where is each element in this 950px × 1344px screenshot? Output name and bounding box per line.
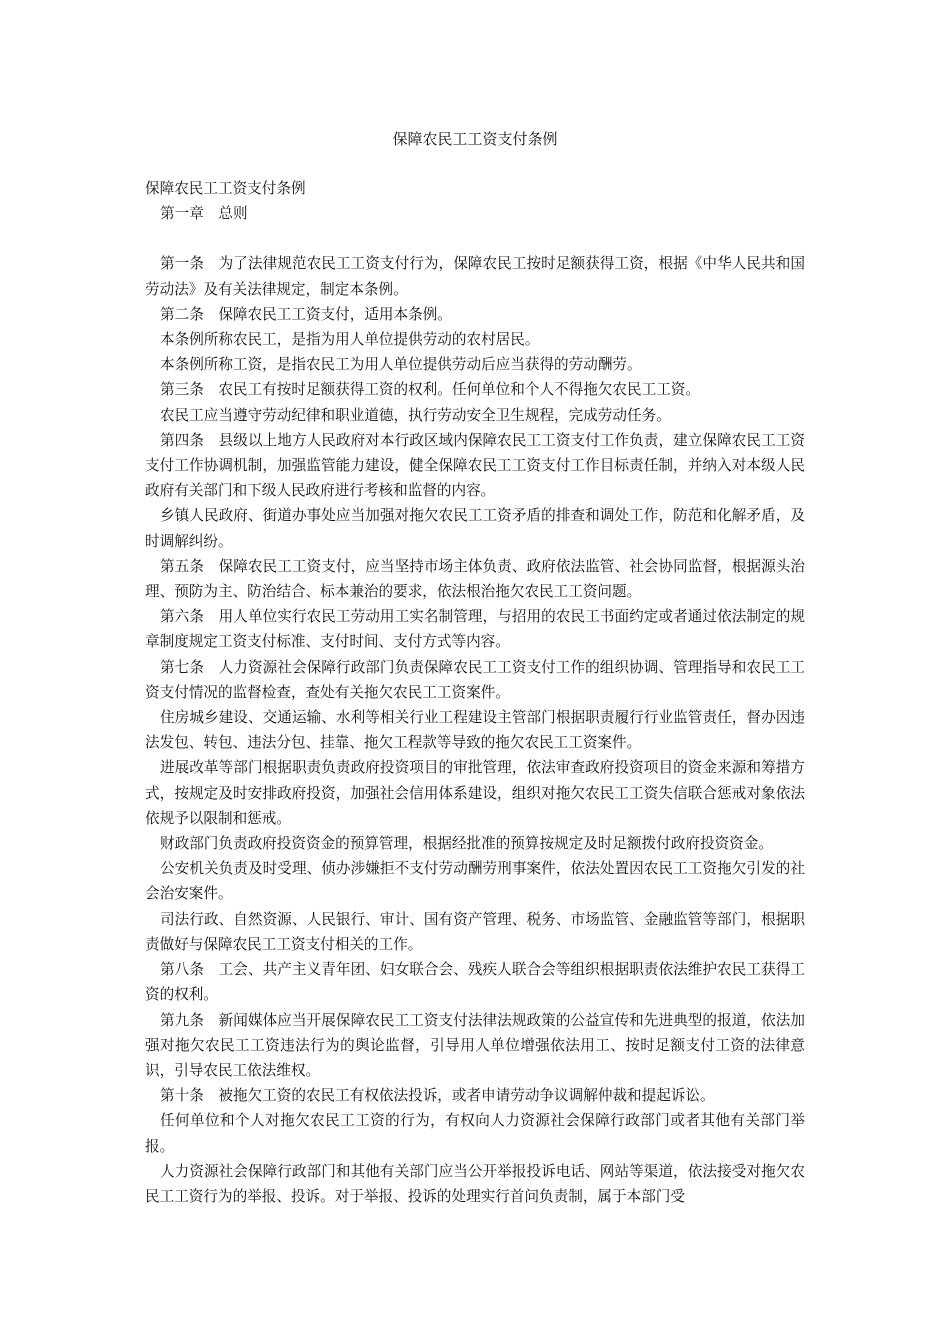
article-7-clause-construction: 住房城乡建设、交通运输、水利等相关行业工程建设主管部门根据职责履行行业监管责任，督办因违法发包、转包、违法分包、挂靠、拖欠工程款等导致的拖欠农民工工资案件。 — [145, 709, 805, 752]
article-3: 第三条 农民工有按时足额获得工资的权利。任何单位和个人不得拖欠农民工工资。 — [160, 381, 700, 399]
article-10-clause-report: 任何单位和个人对拖欠农民工工资的行为，有权向人力资源社会保障行政部门或者其他有关部门举报。 — [145, 1112, 805, 1155]
article-7-clause-other-departments: 司法行政、自然资源、人民银行、审计、国有资产管理、税务、市场监管、金融监管等部门，根据职责做好与保障农民工工资支付相关的工作。 — [145, 910, 805, 953]
article-8: 第八条 工会、共产主义青年团、妇女联合会、残疾人联合会等组织根据职责依法维护农民工获得工资的权利。 — [145, 961, 805, 1004]
article-7-clause-finance: 财政部门负责政府投资资金的预算管理，根据经批准的预算按规定及时足额拨付政府投资资金。 — [160, 835, 773, 853]
article-1: 第一条 为了法律规范农民工工资支付行为，保障农民工按时足额获得工资，根据《中华人民共和国劳动法》及有关法律规定，制定本条例。 — [145, 255, 805, 298]
article-5: 第五条 保障农民工工资支付，应当坚持市场主体负责、政府依法监管、社会协同监督，根据源头治理、预防为主、防治结合、标本兼治的要求，依法根治拖欠农民工工资问题。 — [145, 557, 805, 601]
blank-line — [145, 226, 805, 251]
chapter-heading: 第一章 总则 — [160, 205, 248, 223]
article-6: 第六条 用人单位实行农民工劳动用工实名制管理，与招用的农民工书面约定或者通过依法制定的规章制度规定工资支付标准、支付时间、支付方式等内容。 — [145, 608, 805, 651]
article-3-clause-duties: 农民工应当遵守劳动纪律和职业道德，执行劳动安全卫生规程，完成劳动任务。 — [160, 406, 671, 424]
article-10: 第十条 被拖欠工资的农民工有权依法投诉，或者申请劳动争议调解仲裁和提起诉讼。 — [160, 1087, 715, 1105]
article-10-clause-channels: 人力资源社会保障行政部门和其他有关部门应当公开举报投诉电话、网站等渠道，依法接受对拖欠农民工工资行为的举报、投诉。对于举报、投诉的处理实行首问负责制，属于本部门受 — [145, 1162, 805, 1205]
article-9: 第九条 新闻媒体应当开展保障农民工工资支付法律法规政策的公益宣传和先进典型的报道，依法加强对拖欠农民工工资违法行为的舆论监督，引导用人单位增强依法用工、按时足额支付工资的法律意识，引导农民工依法维权。 — [145, 1011, 805, 1079]
article-4: 第四条 县级以上地方人民政府对本行政区域内保障农民工工资支付工作负责，建立保障农民工工资支付工作协调机制，加强监管能力建设，健全保障农民工工资支付工作目标责任制，并纳入对本级人民政府有关部门和下级人民政府进行考核和监督的内容。 — [145, 431, 805, 500]
article-7-clause-development: 进展改革等部门根据职责负责政府投资项目的审批管理，依法审查政府投资项目的资金来源和筹措方式，按规定及时安排政府投资，加强社会信用体系建设，组织对拖欠农民工工资失信联合惩戒对象依法依规予以限制和惩戒。 — [145, 759, 805, 827]
article-7-clause-police: 公安机关负责及时受理、侦办涉嫌拒不支付劳动酬劳刑事案件，依法处置因农民工工资拖欠引发的社会治安案件。 — [145, 860, 805, 903]
article-2-clause-wage-definition: 本条例所称工资，是指农民工为用人单位提供劳动后应当获得的劳动酬劳。 — [160, 356, 642, 374]
article-4-clause-township: 乡镇人民政府、街道办事处应当加强对拖欠农民工工资矛盾的排查和调处工作，防范和化解矛盾，及时调解纠纷。 — [145, 507, 805, 550]
article-2-clause-farmer-definition: 本条例所称农民工，是指为用人单位提供劳动的农村居民。 — [160, 331, 540, 349]
document-heading: 保障农民工工资支付条例 — [145, 180, 306, 197]
document-body — [145, 176, 805, 1209]
document-title: 保障农民工工资支付条例 — [392, 130, 558, 148]
article-7: 第七条 人力资源社会保障行政部门负责保障农民工工资支付工作的组织协调、管理指导和农民工工资支付情况的监督检查，查处有关拖欠农民工工资案件。 — [145, 658, 805, 701]
article-2: 第二条 保障农民工工资支付，适用本条例。 — [160, 305, 452, 323]
